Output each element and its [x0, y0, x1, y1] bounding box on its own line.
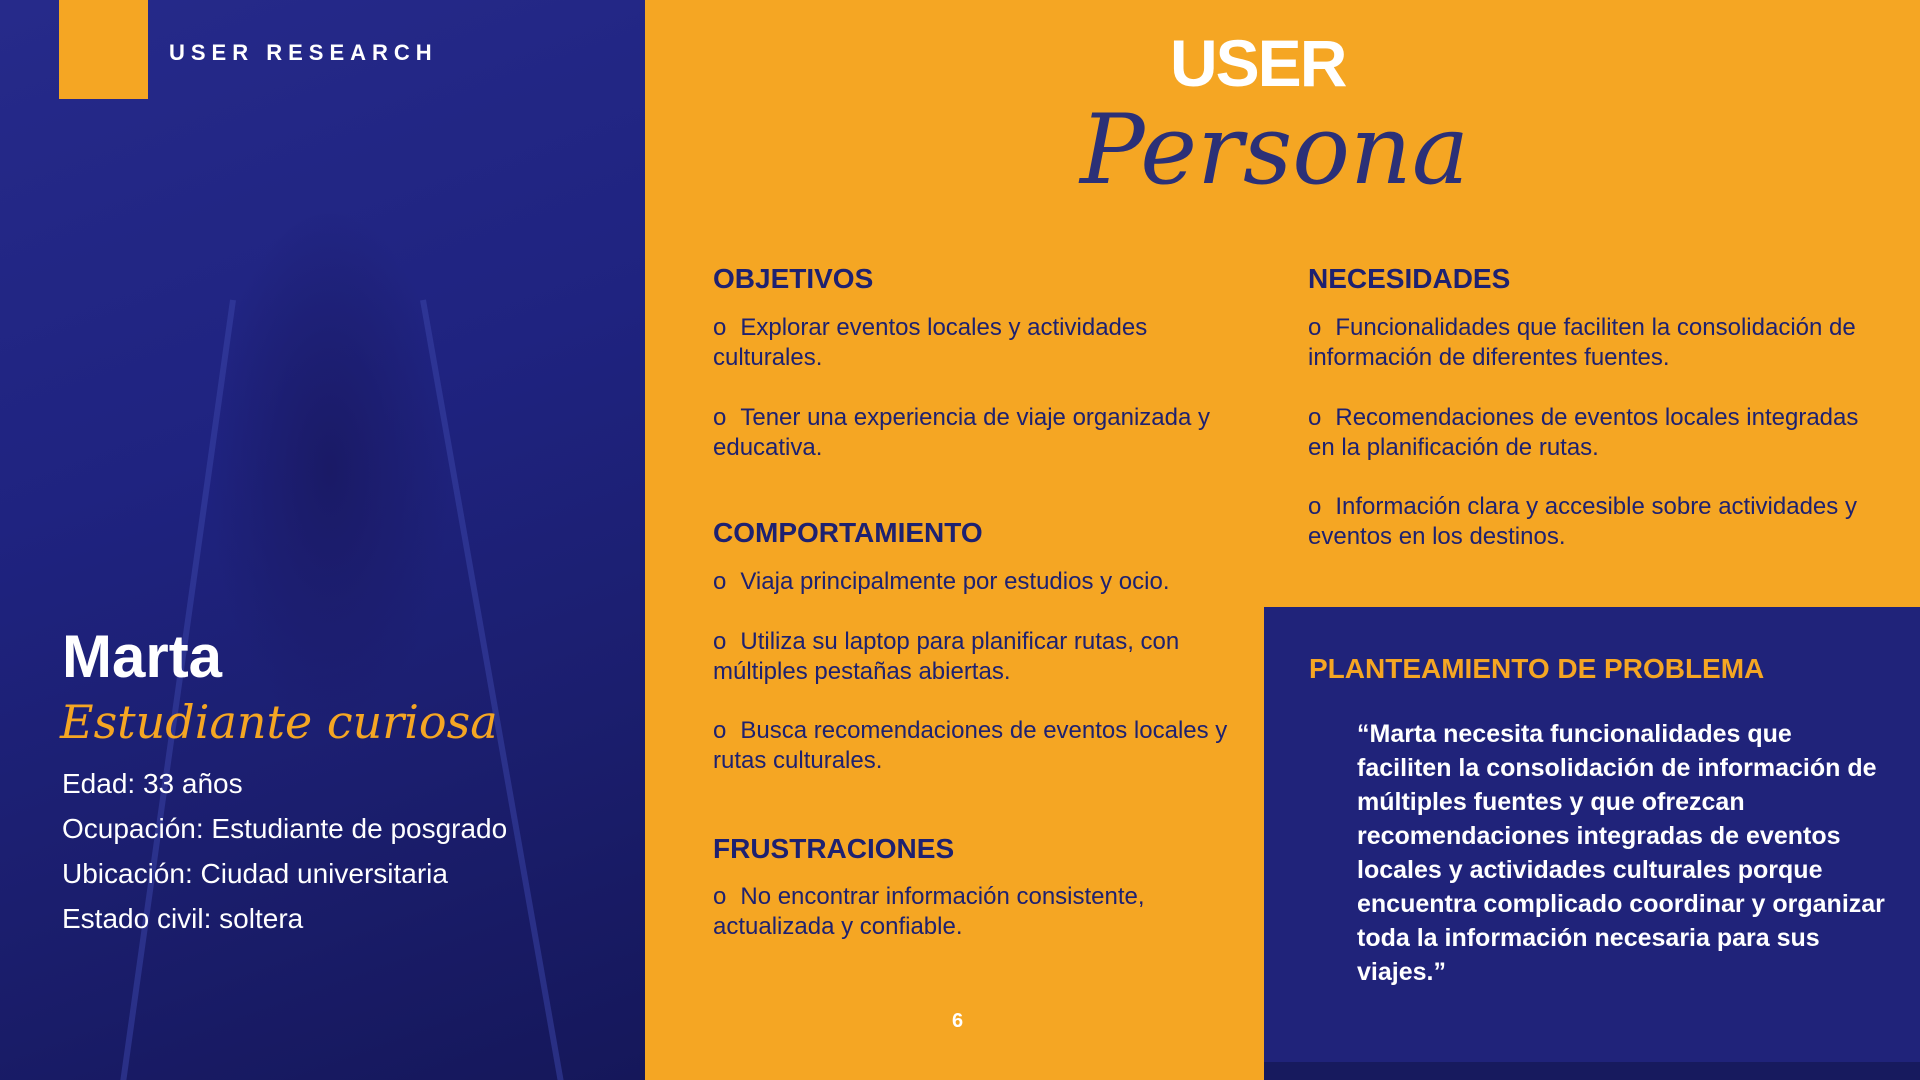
- list-item: o No encontrar información consistente, actualizada y confiable.: [713, 883, 1145, 940]
- list-item: o Recomendaciones de eventos locales integradas en la planificación de rutas.: [1308, 404, 1859, 461]
- accent-square: [59, 0, 148, 99]
- photo-rail: [420, 299, 568, 1080]
- bottom-strip: [1264, 1062, 1920, 1080]
- section-label: USER RESEARCH: [169, 40, 438, 65]
- necesidades-heading: NECESIDADES: [1308, 263, 1511, 294]
- problem-heading: PLANTEAMIENTO DE PROBLEMA: [1309, 653, 1765, 684]
- list-item: o Busca recomendaciones de eventos locales y rutas culturales.: [713, 717, 1228, 774]
- persona-photo-panel: [0, 0, 645, 1080]
- persona-occupation: Ocupación: Estudiante de posgrado: [62, 813, 508, 844]
- page-title: [1080, 26, 1500, 220]
- frustraciones-heading: FRUSTRACIONES: [713, 833, 955, 864]
- comportamiento-heading: COMPORTAMIENTO: [713, 517, 983, 548]
- list-item: o Utiliza su laptop para planificar rutas, con múltiples pestañas abiertas.: [713, 628, 1180, 685]
- objetivos-heading: OBJETIVOS: [713, 263, 874, 294]
- persona-name: Marta: [62, 623, 223, 690]
- persona-location: Ubicación: Ciudad universitaria: [62, 858, 448, 889]
- persona-role: Estudiante curiosa: [60, 695, 498, 749]
- list-item: o Tener una experiencia de viaje organizada y educativa.: [713, 404, 1210, 461]
- title-persona: Persona: [1080, 94, 1470, 206]
- list-item: o Información clara y accesible sobre actividades y eventos en los destinos.: [1308, 493, 1857, 550]
- problem-statement-box: [1264, 607, 1920, 1062]
- page-number: 6: [952, 1010, 964, 1032]
- persona-age: Edad: 33 años: [62, 768, 243, 799]
- persona-marital-status: Estado civil: soltera: [62, 903, 304, 934]
- list-item: o Explorar eventos locales y actividades culturales.: [713, 314, 1148, 371]
- list-item: o Funcionalidades que faciliten la consolidación de información de diferentes fuentes.: [1308, 314, 1856, 371]
- title-user: USER: [1170, 26, 1346, 100]
- list-item: o Viaja principalmente por estudios y ocio.: [713, 568, 1170, 595]
- problem-quote: “Marta necesita funcionalidades que faciliten la consolidación de información de múltiples fuentes y que ofrezcan recomendaciones integradas de eventos locales y actividades culturales porque encuentra complicado coordinar y organizar toda la información necesaria para sus viajes.”: [1357, 720, 1885, 986]
